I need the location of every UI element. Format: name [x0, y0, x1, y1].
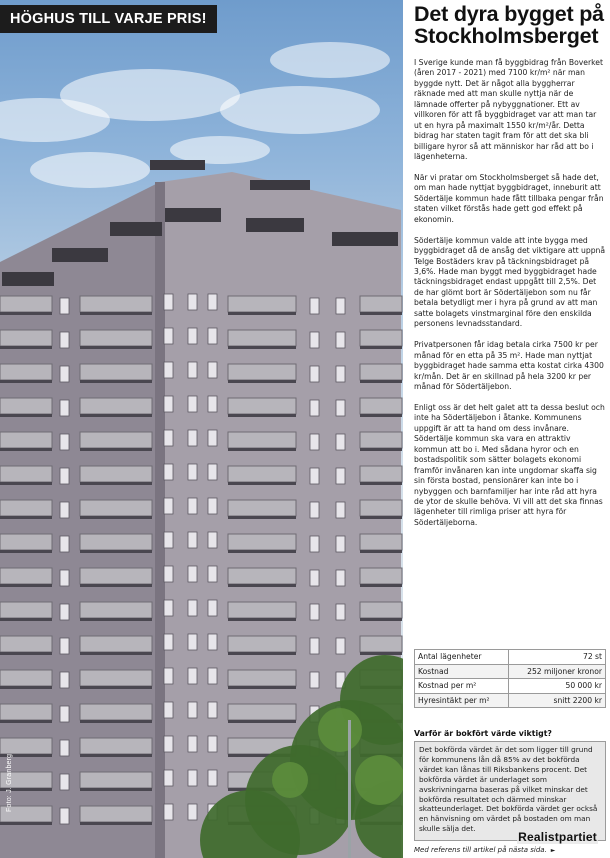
- photo-credit: Foto: J. Granberg: [6, 753, 13, 812]
- balcony: [360, 296, 402, 312]
- window: [336, 536, 345, 552]
- facts-value: 72 st: [508, 650, 605, 665]
- info-box-title: Varför är bokfört värde viktigt?: [414, 729, 552, 738]
- window: [208, 566, 217, 582]
- window: [164, 634, 173, 650]
- article-column: [414, 0, 606, 858]
- balcony: [80, 704, 152, 720]
- window: [164, 804, 173, 820]
- balcony: [228, 364, 296, 380]
- balcony-slab: [80, 380, 152, 383]
- balcony-slab: [228, 448, 296, 451]
- brand-logo-text: Realistpartiet: [518, 830, 597, 844]
- window: [336, 298, 345, 314]
- balcony: [228, 466, 296, 482]
- facts-value: 50 000 kr: [508, 679, 605, 694]
- street-lamp: [348, 720, 351, 858]
- balcony-slab: [228, 516, 296, 519]
- balcony-slab: [0, 618, 52, 621]
- window: [60, 706, 69, 722]
- balcony: [80, 330, 152, 346]
- window: [336, 332, 345, 348]
- balcony: [228, 398, 296, 414]
- window: [164, 532, 173, 548]
- window: [310, 332, 319, 348]
- window: [164, 736, 173, 752]
- window: [164, 566, 173, 582]
- roof-canopy: [52, 248, 108, 262]
- window: [164, 464, 173, 480]
- balcony-slab: [360, 414, 402, 417]
- balcony-slab: [0, 822, 52, 825]
- facts-row: [415, 650, 606, 665]
- balcony-slab: [0, 584, 52, 587]
- roof-canopy: [165, 208, 221, 222]
- balcony: [360, 330, 402, 346]
- window: [164, 668, 173, 684]
- window: [310, 434, 319, 450]
- cloud: [270, 42, 390, 78]
- window: [336, 400, 345, 416]
- balcony: [228, 296, 296, 312]
- balcony: [360, 432, 402, 448]
- window: [188, 770, 197, 786]
- balcony: [0, 296, 52, 312]
- balcony-slab: [80, 448, 152, 451]
- facts-value: snitt 2200 kr: [508, 693, 605, 708]
- window: [164, 328, 173, 344]
- balcony: [0, 330, 52, 346]
- window: [336, 468, 345, 484]
- balcony-slab: [360, 448, 402, 451]
- window: [310, 468, 319, 484]
- window: [60, 298, 69, 314]
- balcony-slab: [0, 346, 52, 349]
- balcony: [360, 602, 402, 618]
- window: [164, 600, 173, 616]
- balcony-slab: [360, 652, 402, 655]
- balcony: [80, 636, 152, 652]
- window: [208, 294, 217, 310]
- article-paragraph: Privatpersonen får idag betala cirka 7500 kr per månad för en etta på 35 m². Hade man nyttjat byggbidraget hade samma etta kostat cirka 4300 kr/mån. Det är en skillnad på hela 3200 kr per månad för Södertäljebon.: [414, 340, 604, 391]
- window: [208, 702, 217, 718]
- window: [60, 434, 69, 450]
- balcony-slab: [80, 788, 152, 791]
- window: [60, 638, 69, 654]
- balcony-slab: [80, 754, 152, 757]
- window: [188, 634, 197, 650]
- balcony-slab: [360, 550, 402, 553]
- window: [310, 400, 319, 416]
- cloud: [60, 69, 240, 121]
- facts-value: 252 miljoner kronor: [508, 664, 605, 679]
- balcony: [0, 568, 52, 584]
- balcony-slab: [0, 414, 52, 417]
- balcony: [0, 636, 52, 652]
- window: [188, 566, 197, 582]
- window: [208, 498, 217, 514]
- balcony: [80, 364, 152, 380]
- window: [188, 498, 197, 514]
- balcony-slab: [80, 346, 152, 349]
- tree-highlight: [318, 708, 362, 752]
- window: [188, 362, 197, 378]
- reference-text: Med referens till artikel på nästa sida.: [414, 846, 547, 854]
- article-paragraph: I Sverige kunde man få byggbidrag från Boverket (åren 2017 - 2021) med 7100 kr/m² när man byggde nytt. Det är något alla byggherrar räknade med att man skulle nyttja när de lämnade offerter på nybyggnationer. Ett av villkoren för att få byggbidraget var att man tar ut en hyra på maximalt 1550 kr/m²/år. Detta bidrag har staten tagit fram för att det ska bli billigare hyror så att människor har råd att bo i lägenheterna.: [414, 58, 603, 162]
- balcony-slab: [360, 482, 402, 485]
- window: [164, 396, 173, 412]
- roof-canopy: [250, 180, 310, 190]
- balcony-slab: [228, 720, 296, 723]
- balcony-slab: [0, 312, 52, 315]
- window: [310, 536, 319, 552]
- balcony: [360, 500, 402, 516]
- facts-label: Kostnad per m²: [415, 679, 509, 694]
- window: [164, 294, 173, 310]
- balcony: [0, 500, 52, 516]
- balcony-slab: [228, 414, 296, 417]
- balcony-slab: [0, 516, 52, 519]
- window: [208, 770, 217, 786]
- window: [310, 570, 319, 586]
- balcony-slab: [80, 482, 152, 485]
- roof-canopy: [150, 160, 205, 170]
- window: [188, 294, 197, 310]
- balcony-slab: [0, 448, 52, 451]
- balcony-slab: [80, 720, 152, 723]
- balcony: [0, 534, 52, 550]
- balcony-slab: [360, 516, 402, 519]
- balcony-slab: [0, 380, 52, 383]
- balcony: [0, 398, 52, 414]
- roof-canopy: [2, 272, 54, 286]
- window: [60, 774, 69, 790]
- balcony-slab: [0, 686, 52, 689]
- window: [208, 396, 217, 412]
- balcony: [80, 602, 152, 618]
- balcony-slab: [228, 686, 296, 689]
- window: [188, 600, 197, 616]
- balcony-slab: [228, 482, 296, 485]
- balcony: [80, 432, 152, 448]
- balcony-slab: [80, 686, 152, 689]
- window: [164, 430, 173, 446]
- balcony: [0, 364, 52, 380]
- window: [164, 702, 173, 718]
- balcony-slab: [80, 584, 152, 587]
- facts-row: [415, 679, 606, 694]
- balcony: [360, 568, 402, 584]
- balcony-slab: [228, 312, 296, 315]
- balcony: [80, 500, 152, 516]
- balcony: [360, 466, 402, 482]
- balcony: [228, 568, 296, 584]
- balcony-slab: [360, 346, 402, 349]
- window: [60, 570, 69, 586]
- balcony-slab: [0, 652, 52, 655]
- window: [60, 672, 69, 688]
- balcony-slab: [80, 822, 152, 825]
- balcony-slab: [228, 550, 296, 553]
- balcony: [80, 670, 152, 686]
- cloud: [220, 86, 380, 134]
- window: [310, 604, 319, 620]
- window: [310, 638, 319, 654]
- balcony-slab: [0, 482, 52, 485]
- balcony-slab: [228, 584, 296, 587]
- window: [208, 600, 217, 616]
- balcony: [0, 704, 52, 720]
- balcony-slab: [80, 312, 152, 315]
- balcony-slab: [228, 618, 296, 621]
- window: [310, 672, 319, 688]
- window: [188, 702, 197, 718]
- balcony: [228, 330, 296, 346]
- window: [310, 366, 319, 382]
- window: [208, 362, 217, 378]
- window: [208, 532, 217, 548]
- article-body: [414, 58, 606, 539]
- cloud: [170, 136, 270, 164]
- facts-row: [415, 664, 606, 679]
- balcony-slab: [80, 618, 152, 621]
- balcony-slab: [228, 652, 296, 655]
- balcony: [80, 772, 152, 788]
- balcony: [228, 432, 296, 448]
- window: [208, 328, 217, 344]
- window: [208, 736, 217, 752]
- window: [60, 740, 69, 756]
- balcony: [0, 432, 52, 448]
- balcony-slab: [360, 380, 402, 383]
- balcony: [80, 806, 152, 822]
- window: [188, 668, 197, 684]
- balcony: [228, 670, 296, 686]
- window: [310, 298, 319, 314]
- balcony: [0, 738, 52, 754]
- photo-tag: HÖGHUS TILL VARJE PRIS!: [0, 5, 217, 33]
- balcony: [0, 466, 52, 482]
- balcony-slab: [360, 618, 402, 621]
- balcony-slab: [0, 550, 52, 553]
- balcony: [80, 534, 152, 550]
- window: [164, 770, 173, 786]
- balcony: [0, 670, 52, 686]
- balcony: [228, 704, 296, 720]
- balcony-slab: [80, 550, 152, 553]
- balcony-slab: [80, 652, 152, 655]
- next-page-reference[interactable]: [414, 846, 555, 854]
- window: [336, 604, 345, 620]
- window: [188, 532, 197, 548]
- window: [60, 332, 69, 348]
- window: [60, 604, 69, 620]
- article-paragraph: Södertälje kommun valde att inte bygga med byggbidraget då de ansåg det viktigare att uppnå Telge Bostäders krav på täckningsbidraget på 3,6%. Hade man byggt med byggbidraget hade täckningsbidraget endast uppgått till 2,5%. Det de har glömt bort är Södertäljebon som nu får betala betydligt mer i hyra på grund av att man satte bolagets vinstmarginal före den enskilda personens levnadsstandard.: [414, 235, 606, 329]
- window: [60, 808, 69, 824]
- facts-label: Hyresintäkt per m²: [415, 693, 509, 708]
- facts-label: Kostnad: [415, 664, 509, 679]
- facts-row: [415, 693, 606, 708]
- balcony-slab: [80, 516, 152, 519]
- tree-highlight: [272, 762, 308, 798]
- window: [188, 736, 197, 752]
- arrow-right-icon: ►: [550, 847, 556, 854]
- window: [208, 668, 217, 684]
- balcony: [360, 534, 402, 550]
- balcony: [360, 636, 402, 652]
- window: [164, 498, 173, 514]
- window: [60, 502, 69, 518]
- window: [188, 430, 197, 446]
- window: [208, 464, 217, 480]
- window: [336, 570, 345, 586]
- window: [336, 366, 345, 382]
- window: [60, 468, 69, 484]
- roof-canopy: [110, 222, 162, 236]
- info-box-text: Det bokförda värdet är det som ligger till grund för kommunens lån då 85% av det bokförda värdet kan lånas till Riksbankens procent. Det bokförda värdet är underlaget som avskrivningarna baseras på vilket minskar det bokförda resultatet och därmed minskar skatteunderlaget. Det bokförda värdet ger också en hänvisning om värdet på bostaden om man skulle sälja det.: [419, 745, 598, 834]
- window: [164, 362, 173, 378]
- article-headline: Det dyra bygget på Stockholmsberget: [414, 2, 604, 48]
- window: [60, 400, 69, 416]
- window: [188, 328, 197, 344]
- window: [208, 430, 217, 446]
- balcony-slab: [360, 584, 402, 587]
- balcony-slab: [360, 312, 402, 315]
- roof-canopy: [246, 218, 304, 232]
- balcony: [80, 296, 152, 312]
- window: [336, 638, 345, 654]
- window: [60, 536, 69, 552]
- cloud: [30, 152, 150, 188]
- tree-highlight: [355, 755, 403, 805]
- window: [188, 804, 197, 820]
- window: [336, 434, 345, 450]
- balcony-slab: [228, 380, 296, 383]
- balcony: [80, 398, 152, 414]
- window: [60, 366, 69, 382]
- balcony: [80, 466, 152, 482]
- article-paragraph: Enligt oss är det helt galet att ta dessa beslut och inte ha Södertäljebon i åtanke. Kommunens uppgift är att ta hand om dess invånare. Södertälje kommun ska vara en attraktiv kommun att bo i. Med sådana hyror och en bostadspolitik som sätter bolagets ekonomi framför invånaren kan inte ungdomar skaffa sig sin första bostad, pensionärer kan inte bo i nybyggen och barnfamiljer har inte råd att hyra de ytor de skulle behöva. Vi vill att det ska finnas lägenheter till rimliga priser att hyra för Södertäljeborna.: [414, 402, 605, 527]
- balcony: [228, 602, 296, 618]
- facts-label: Antal lägenheter: [415, 650, 509, 665]
- balcony: [360, 398, 402, 414]
- window: [310, 502, 319, 518]
- balcony: [80, 568, 152, 584]
- roof-canopy: [332, 232, 398, 246]
- balcony-slab: [0, 720, 52, 723]
- balcony-slab: [80, 414, 152, 417]
- balcony: [0, 602, 52, 618]
- balcony-slab: [228, 346, 296, 349]
- window: [188, 464, 197, 480]
- balcony: [80, 738, 152, 754]
- window: [208, 634, 217, 650]
- balcony: [228, 636, 296, 652]
- info-box: [414, 741, 606, 841]
- facts-table: [414, 649, 606, 708]
- window: [188, 396, 197, 412]
- tower-corner: [155, 182, 165, 858]
- balcony: [360, 364, 402, 380]
- balcony: [228, 534, 296, 550]
- article-paragraph: När vi pratar om Stockholmsberget så hade det, om man hade nyttjat byggbidraget, inneburit att Södertälje kommun hade fått tillbaka pengar från staten vilket förstås hade gett god effekt på ekonomin.: [414, 172, 604, 224]
- balcony: [228, 500, 296, 516]
- window: [336, 502, 345, 518]
